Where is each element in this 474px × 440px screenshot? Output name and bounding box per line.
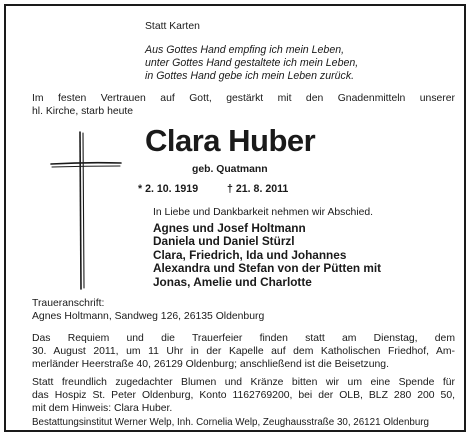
donation-info (32, 376, 455, 415)
donation-line: Statt freundlich zugedachter Blumen und Kränze bitten wir um eine Spende für (32, 377, 455, 388)
death-date: † 21. 8. 2011 (227, 183, 289, 195)
mourner-line: Jonas, Amelie und Charlotte (153, 274, 312, 289)
mourners-list (153, 222, 381, 289)
service-info (32, 332, 455, 371)
donation-line: mit dem Hinweis: Clara Huber. (32, 403, 173, 414)
obituary-notice (4, 4, 466, 432)
life-dates (138, 183, 314, 195)
verse-line: in Gottes Hand gebe ich mein Leben zurück. (145, 70, 355, 82)
intro-text (32, 92, 455, 118)
verse-line: Aus Gottes Hand empfing ich mein Leben, (145, 44, 345, 56)
service-line: Das Requiem und die Trauerfeier finden statt am Dienstag, dem (32, 333, 455, 344)
mourner-line: Alexandra und Stefan von der Pütten mit (153, 261, 382, 276)
verse-line: unter Gottes Hand gestaltete ich mein Leben, (145, 57, 359, 69)
mourner-line: Clara, Friedrich, Ida und Johannes (153, 247, 347, 262)
mourning-line: In Liebe und Dankbarkeit nehmen wir Abschied. (153, 207, 374, 218)
address-label: Traueranschrift: (32, 298, 105, 309)
verse (145, 44, 358, 83)
birth-name: geb. Quatmann (192, 164, 268, 175)
mourner-line: Daniela und Daniel Stürzl (153, 234, 295, 249)
deceased-name: Clara Huber (145, 123, 316, 158)
intro-line: Im festen Vertrauen auf Gott, gestärkt mit den Gnadenmitteln unserer (32, 93, 455, 104)
mourning-address: Agnes Holtmann, Sandweg 126, 26135 Oldenburg (32, 311, 265, 322)
funeral-home: Bestattungsinstitut Werner Welp, Inh. Cornelia Welp, Zeughausstraße 30, 26121 Oldenburg (32, 417, 429, 428)
birth-date: * 2. 10. 1919 (138, 183, 199, 195)
service-line: 30. August 2011, um 11 Uhr in der Kapelle auf dem Katholischen Friedhof, Am- (32, 346, 455, 357)
donation-line: das Hospiz St. Peter Oldenburg, Konto 1162769200, bei der OLB, BLZ 280 200 50, (32, 390, 455, 401)
intro-line: hl. Kirche, starb heute (32, 106, 134, 117)
service-line: merländer Heerstraße 40, 26129 Oldenburg; anschließend ist die Beisetzung. (32, 359, 389, 370)
cross-icon (50, 130, 122, 290)
mourner-line: Agnes und Josef Holtmann (153, 221, 306, 235)
header-label: Statt Karten (145, 21, 200, 32)
